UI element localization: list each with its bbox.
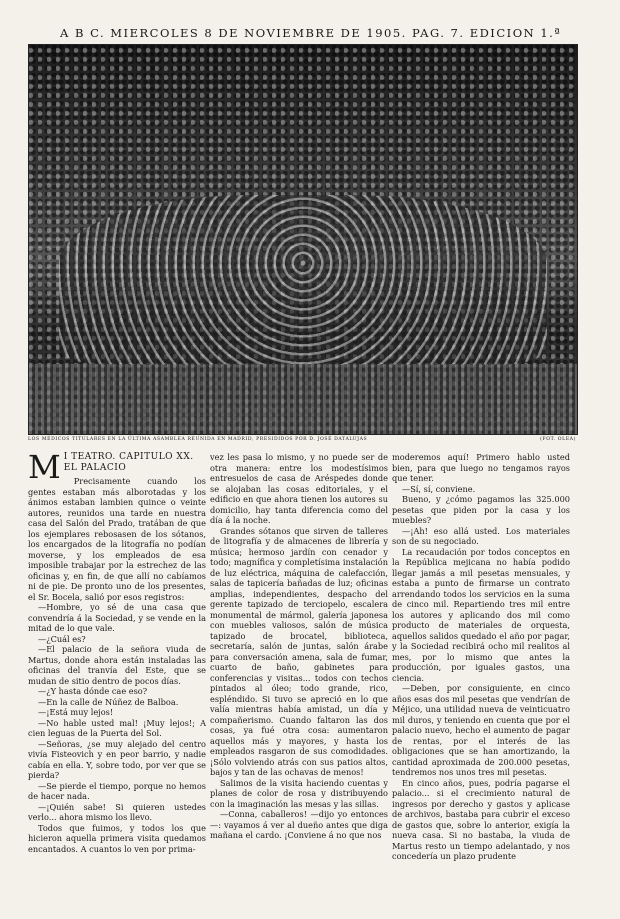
paragraph: —¿Y hasta dónde cae eso?: [38, 686, 148, 696]
paragraph: Precisamente cuando los gentes estaban más alborotadas y los ánimos estaban lambien quince o veinte autores, reunidos una tarde en nuestra casa del Salón del Prado, tratában de que los ejemplares rebosasen de los sótanos, los encargados de la litografía no podían moverse, y los empleados de esa imposible trabajar por la estrechez de las oficinas y, en fin, de que allí no cabíamos ni de pie. De pronto uno de los presentes, el Sr. Bocela, salió por esos registros:: [28, 476, 206, 602]
photo-floor: [29, 364, 577, 434]
article-title-line-2: EL PALACIO: [63, 463, 127, 473]
paragraph: —El palacio de la señora viuda de Martus, donde ahora están instaladas las oficinas del tranvía del Este, que se mudan de sitio dentro de pocos días.: [28, 644, 206, 686]
paragraph: Bueno, y ¿cómo pagamos las 325.000 pesetas que piden por la casa y los muebles?: [392, 494, 570, 525]
paragraph: —¿Cuál es?: [38, 633, 86, 644]
photo-caption: [28, 437, 576, 442]
article-column-2: [210, 452, 388, 914]
article-column-3: [392, 452, 570, 914]
group-photograph: [28, 44, 578, 435]
paragraph: —¡Ah! eso allá usted. Los materiales son de su negociado.: [392, 525, 570, 546]
paragraph: vez les pasa lo mismo, y no puede ser de otra manera: entre los modestísimos entresuelos de casa de Aréspedes donde se alojaban las cosas editoriales, y el edificio en que ahora tienen los autores su domicilio, hay tanta diferencia como del día á la noche.: [210, 452, 388, 525]
paragraph: —¡Está muy lejos!: [38, 707, 114, 717]
paragraph: Salimos de la visita haciendo cuentas y planes de color de rosa y distribuyendo con la imaginación las mesas y las sillas.: [210, 777, 388, 809]
article-column-1: [28, 452, 206, 914]
paragraph: Todos que fuimos, y todos los que hicieron aquella primera visita quedamos encantados. A cuantos lo ven por prima-: [28, 822, 206, 854]
paragraph: La recaudación por todos conceptos en la República mejicana no había podido llegar jamás a mil pesetas mensuales, y estaba a punto de firmarse un contrato arrendando todos los servicios en la suma de cinco mil. Repartiendo tres mil entre los autores y aplicando dos mil como producto de materiales de orquesta, aquellos salidos quedado el año por pagar, y la Sociedad recibirá ocho mil realitos al mes, por lo mismo que antes la producción, por iguales gastos, una ciencia.: [392, 546, 570, 683]
paragraph: —En la calle de Núñez de Balboa.: [38, 696, 179, 707]
article-title-line-1: I TEATRO. CAPÍTULO XX.: [63, 452, 194, 462]
paragraph: —No hable usted mal! ¡Muy lejos!; A cien leguas de la Puerta del Sol.: [28, 717, 206, 738]
photo-crowd: [59, 195, 547, 365]
paragraph: —Hombre, yo sé de una casa que convendría á la Sociedad, y se vende en la mitad de lo que vale.: [28, 602, 206, 633]
photo-credit: (FOT. OLEA): [540, 437, 576, 442]
paragraph: —Sí, sí, conviene.: [402, 483, 476, 494]
paragraph: —¡Quién sabe! Si quieren ustedes verlo... ahora mismo los llevo.: [28, 801, 206, 822]
paragraph: —Deben, por consiguiente, en cinco años esas dos mil pesetas que vendrían de Méjico, una utilidad nueva de veinticuatro mil duros, y teniendo en cuenta que por el palacio nuevo, hecho el aumento de pagar de rentas, por el interés de las obligaciones que se han amortizando, la cantidad aproximada de 200.000 pesetas, tendremos nos unos tres mil pesetas.: [392, 683, 570, 777]
caption-text: LOS MÉDICOS TITULARES EN LA ÚLTIMA ASAMBLEA REUNIDA EN MADRID, PRESIDIDOS POR D. JOSÉ DATALUJAS: [28, 437, 368, 442]
paragraph: moderemos aquí! Primero hablo usted bien, para que luego no tengamos rayos que tener.: [392, 452, 570, 483]
paragraph: —Señoras, ¿se muy alejado del centro vivía Fisteovich y en peor barrio, y nadie cabía en ella. Y, sobre todo, por ver que se pierda?: [28, 738, 206, 780]
page-header: A B C. MIERCOLES 8 DE NOVIEMBRE DE 1905. PAG. 7. EDICION 1.ª: [60, 26, 562, 40]
paragraph: Grandes sótanos que sirven de talleres de litografía y de almacenes de librería y música; hermoso jardín con cenador y todo; magnífica y completísima instalación de luz eléctrica, máquina de calefacción, salas de tapicería bañadas de luz; oficinas amplias, independientes, despacho del gerente tapizado de terciopelo, escalera monumental de mármol, galería japonesa con muebles valiosos, salón de música tapizado de brocatel, biblioteca, secretaría, salón de juntas, salón árabe para conversación amena, sala de fumar, cuarto de baño, gabinetes para conferencias y visitas... todos con techos pintados al óleo; todo grande, rico, espléndido. Si tuvo se apreció en lo que valía mientras había amistad, un día y compañerismo. Cuando faltaron las dos cosas, ya fué otra cosa: aumentaron aquellos más y mayores, y hasta los empleados rasgaron de sus comodidades. ¡Sólo volviendo atrás con sus patios altos, bajos y tan de las ochavas de menos!: [210, 525, 388, 777]
paragraph: En cinco años, pues, podría pagarse el palacio... si el crecimiento natural de ingresos por derecho y gastos y aplicase de archivos, bastaba para cubrir el exceso de gastos que, sobre lo anterior, exigía la nueva casa. Si no bastaba, la viuda de Martus resto un tiempo adelantado, y nos concedería un plazo prudente: [392, 777, 570, 861]
drop-cap: M: [28, 452, 61, 486]
paragraph: —Conna, caballeros! —dijo yo entonces—: vayamos á ver al dueño antes que diga mañana el cardo. ¡Conviene á no que nos: [210, 809, 388, 840]
paragraph: —Se pierde el tiempo, porque no hemos de hacer nada.: [28, 780, 206, 801]
